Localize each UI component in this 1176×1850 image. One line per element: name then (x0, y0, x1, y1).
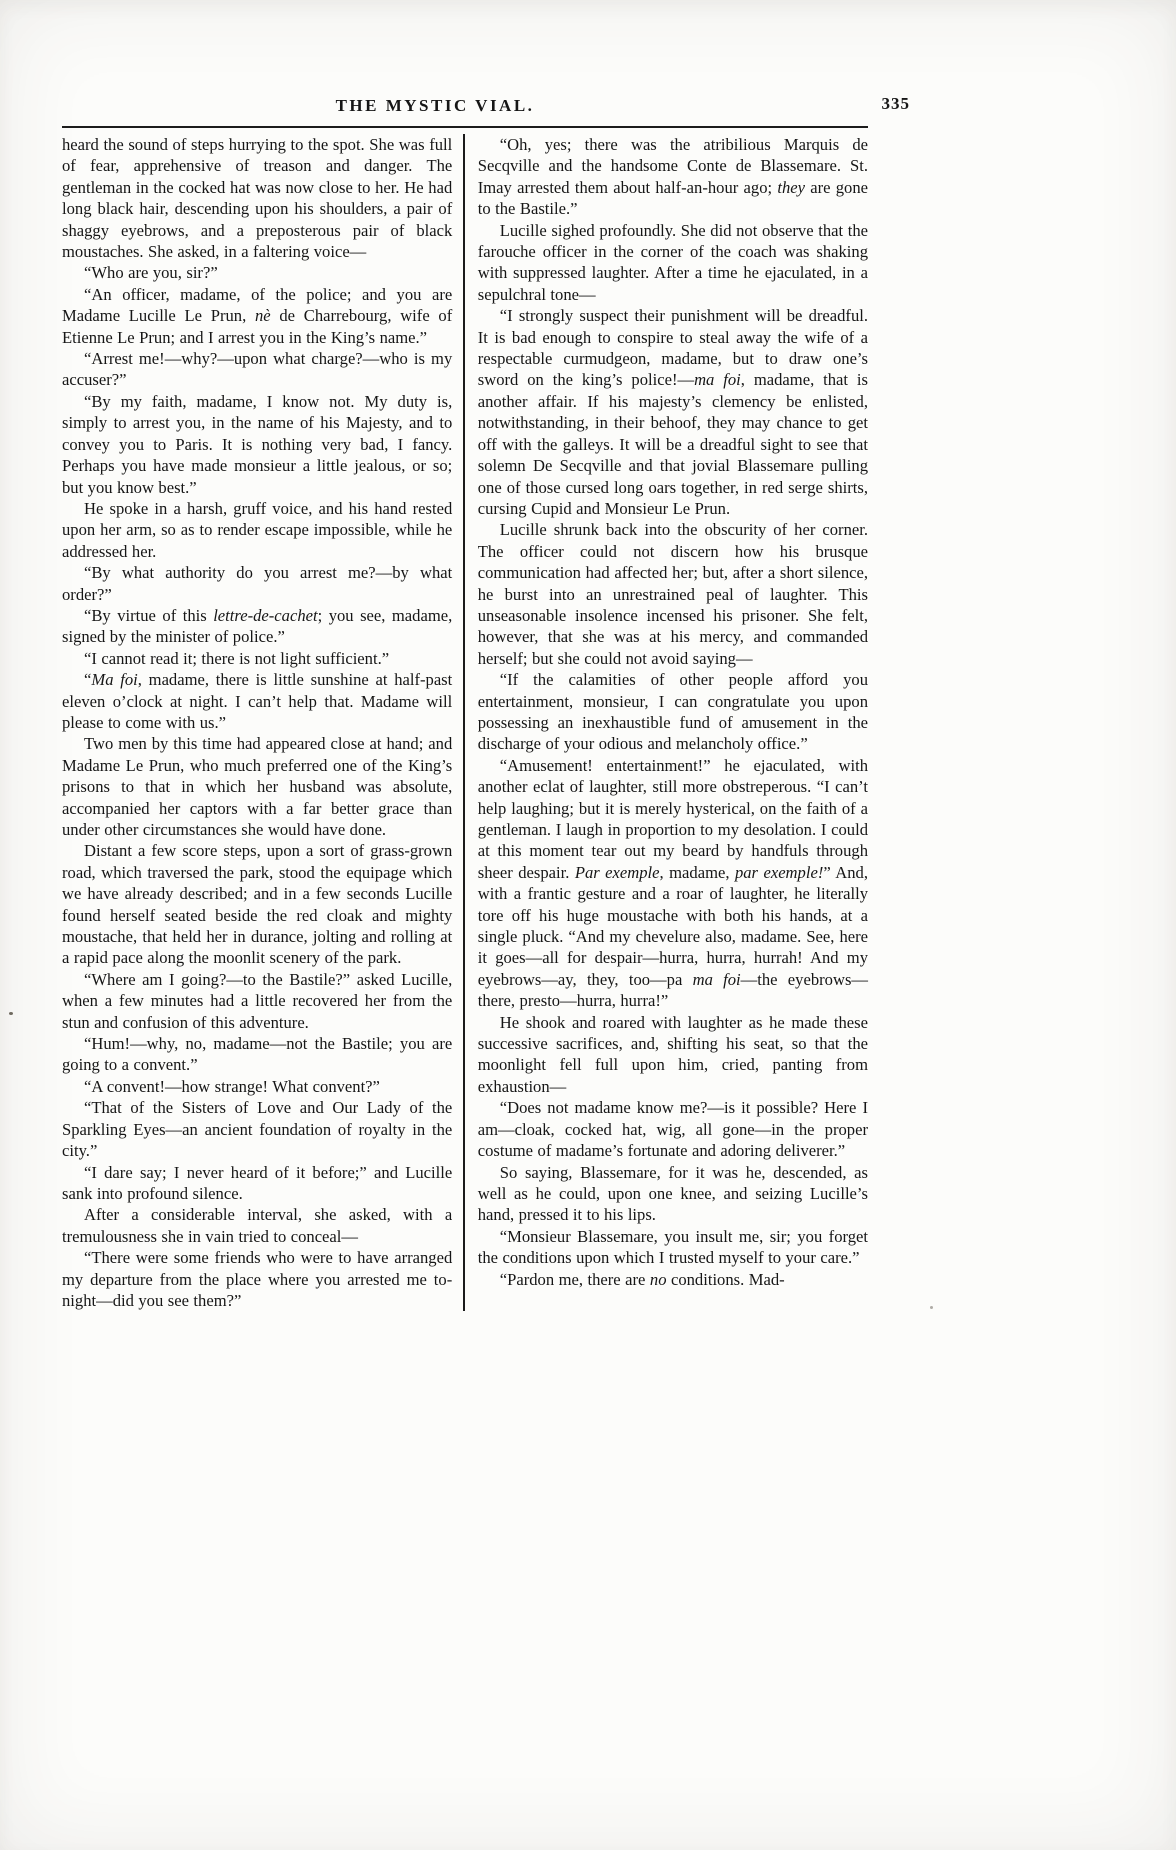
paragraph: “An officer, madame, of the police; and you are Madame Lucille Le Prun, nè de Charrebourg, wife of Etienne Le Prun; and I arrest you in the King’s name.” (62, 284, 453, 347)
paragraph: “Amusement! entertainment!” he ejaculated, with another eclat of laughter, still more obstreperous. “I can’t help laughing; but it is merely hysterical, on the faith of a gentleman. I laugh in proportion to my desolation. I could at this moment tear out my beard by handfuls through sheer despair. Par exemple, madame, par exemple!” And, with a frantic gesture and a roar of laughter, he literally tore off his huge moustache with both his hands, at a single pluck. “And my chevelure also, madame. See, here it goes—all for despair—hurra, hurra, hurrah! And my eyebrows—ay, they, too—pa ma foi—the eyebrows—there, presto—hurra, hurra!” (477, 755, 868, 1011)
text-columns (62, 134, 868, 1311)
paragraph: “I strongly suspect their punishment will be dreadful. It is bad enough to conspire to steal away the wife of a respectable curmudgeon, madame, but to draw one’s sword on the king’s police!—ma foi, madame, that is another affair. If his majesty’s clemency be enlisted, notwithstanding, in their behoof, they may chance to get off with the galleys. It will be a dreadful sight to see that solemn De Secqville and that jovial Blassemare pulling one of those cursed long oars together, in red serge shirts, cursing Cupid and Monsieur Le Prun. (477, 306, 868, 518)
paragraph: “Monsieur Blassemare, you insult me, sir; you forget the conditions upon which I trusted myself to your care.” (477, 1226, 868, 1268)
paragraph: heard the sound of steps hurrying to the spot. She was full of fear, apprehensive of treason and danger. The gentleman in the cocked hat was now close to her. He had long black hair, descending upon his shoulders, a pair of shaggy eyebrows, and a preposterous pair of black moustaches. She asked, in a faltering voice— (62, 135, 453, 262)
paragraph: He spoke in a harsh, gruff voice, and his hand rested upon her arm, so as to render escape impossible, while he addressed her. (62, 498, 453, 561)
paragraph: Distant a few score steps, upon a sort of grass-grown road, which traversed the park, stood the equipage which we have already described; and in a few seconds Lucille found herself seated beside the red cloak and mighty moustache, that held her in durance, jolting and rolling at a rapid pace along the moonlit scenery of the park. (62, 841, 453, 968)
paragraph: “Oh, yes; there was the atribilious Marquis de Secqville and the handsome Conte de Blassemare. St. Imay arrested them about half-an-hour ago; they are gone to the Bastile.” (477, 135, 868, 219)
paragraph: Lucille sighed profoundly. She did not observe that the farouche officer in the corner of the coach was shaking with suppressed laughter. After a time he ejaculated, in a sepulchral tone— (477, 220, 868, 304)
running-header (62, 92, 910, 126)
scan-speck (9, 1012, 13, 1015)
paragraph: Lucille shrunk back into the obscurity of her corner. The officer could not discern how his brusque communication had affected her; but, after a short silence, he burst into an unrestrained peal of laughter. This unseasonable insolence incensed his prisoner. She felt, however, that she was at his mercy, and commanded herself; but she could not avoid saying— (477, 520, 868, 668)
paragraph: He shook and roared with laughter as he made these successive sacrifices, and, shifting his seat, so that the moonlight fell full upon him, cried, panting from exhaustion— (477, 1012, 868, 1096)
paragraph: “Hum!—why, no, madame—not the Bastile; you are going to a convent.” (62, 1034, 453, 1075)
paragraph: “By what authority do you arrest me?—by what order?” (62, 563, 453, 604)
paragraph: Two men by this time had appeared close at hand; and Madame Le Prun, who much preferred one of the King’s prisons to that in which her husband was absolute, accompanied her captors with a far better grace than under other circumstances she would have done. (62, 734, 453, 839)
paragraph: “Does not madame know me?—is it possible? Here I am—cloak, cocked hat, wig, all gone—in the proper costume of madame’s fortunate and adoring deliverer.” (477, 1098, 868, 1161)
right-column (465, 134, 868, 1311)
paragraph: “I dare say; I never heard of it before;” and Lucille sank into profound silence. (62, 1162, 453, 1203)
paragraph: “By my faith, madame, I know not. My duty is, simply to arrest you, in the name of his Majesty, and to convey you to Paris. It is nothing very bad, I fancy. Perhaps you have made monsieur a little jealous, or so; but you know best.” (62, 391, 453, 497)
paragraph: “If the calamities of other people afford you entertainment, monsieur, I can congratulate you upon possessing an inexhaustible fund of amusement in the discharge of your odious and melancholy office.” (477, 670, 868, 754)
page-content (62, 92, 910, 1311)
paragraph: “Where am I going?—to the Bastile?” asked Lucille, when a few minutes had a little recovered her from the stun and confusion of this adventure. (62, 969, 453, 1032)
paragraph: “Ma foi, madame, there is little sunshine at half-past eleven o’clock at night. I can’t help that. Madame will please to come with us.” (62, 670, 453, 732)
page-title: THE MYSTIC VIAL. (335, 96, 535, 115)
paragraph: After a considerable interval, she asked, with a tremulousness she in vain tried to conceal— (62, 1205, 453, 1246)
paragraph: “Who are you, sir?” (84, 263, 218, 283)
paragraph: “I cannot read it; there is not light sufficient.” (84, 648, 390, 668)
paragraph: “Arrest me!—why?—upon what charge?—who is my accuser?” (62, 349, 453, 390)
paragraph: “A convent!—how strange! What convent?” (84, 1076, 380, 1096)
paragraph: “That of the Sisters of Love and Our Lady of the Sparkling Eyes—an ancient foundation of royalty in the city.” (62, 1098, 453, 1161)
scan-speck (930, 1306, 933, 1309)
paragraph: “There were some friends who were to have arranged my departure from the place where you arrested me to-night—did you see them?” (62, 1248, 453, 1310)
paragraph: So saying, Blassemare, for it was he, descended, as well as he could, upon one knee, and seizing Lucille’s hand, pressed it to his lips. (477, 1162, 868, 1225)
left-column (62, 134, 463, 1311)
header-rule (62, 126, 868, 128)
paragraph: “Pardon me, there are no conditions. Mad- (499, 1269, 785, 1289)
paragraph: “By virtue of this lettre-de-cachet; you see, madame, signed by the minister of police.” (62, 605, 453, 647)
page-number: 335 (881, 94, 910, 113)
